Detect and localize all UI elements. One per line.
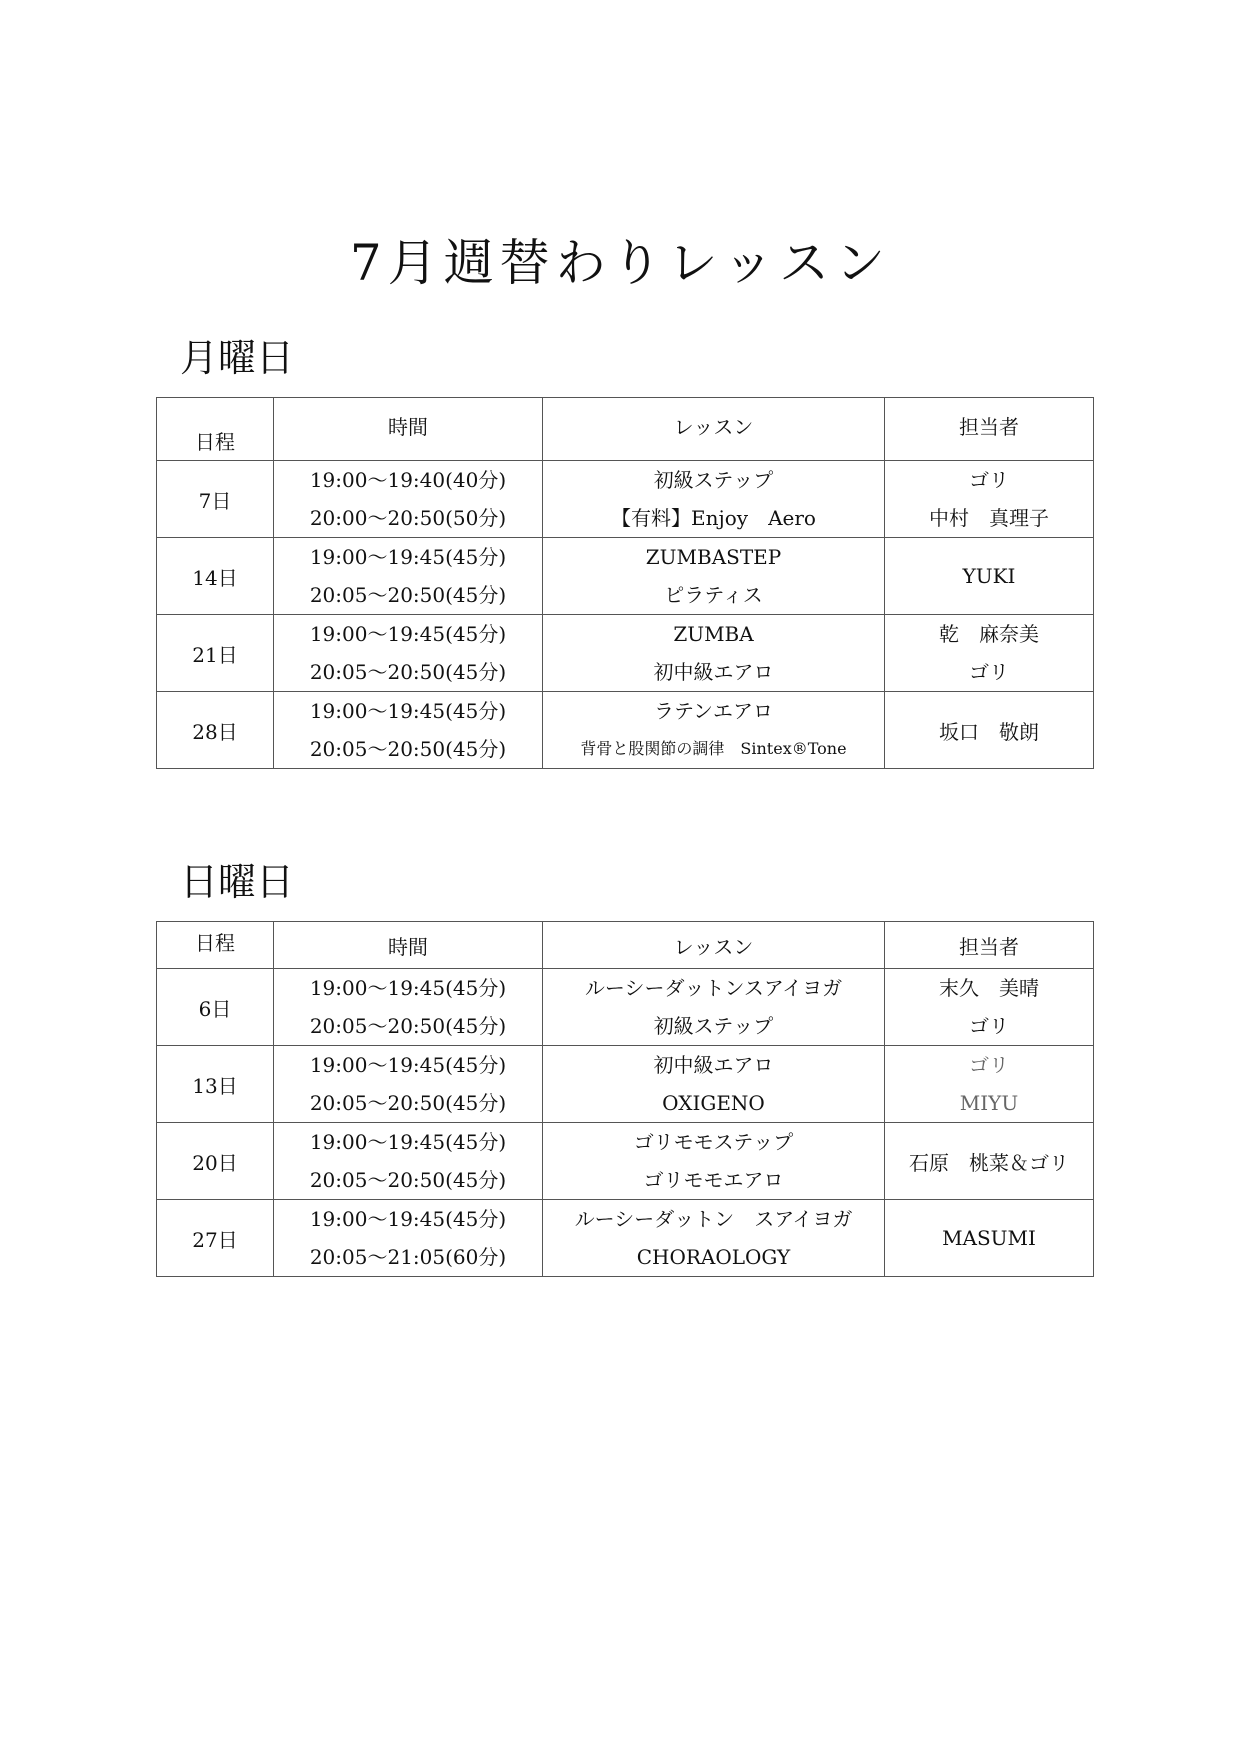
day-cell: 7日 [157, 461, 274, 538]
table-row [157, 692, 1094, 769]
time-cell: 19:00～19:45(45分) 20:05～20:50(45分) [274, 692, 543, 769]
header-staff: 担当者 [885, 922, 1094, 969]
day-cell: 20日 [157, 1123, 274, 1200]
time-cell: 19:00～19:40(40分) 20:00～20:50(50分) [274, 461, 543, 538]
time-cell: 19:00～19:45(45分) 20:05～20:50(45分) [274, 969, 543, 1046]
header-day: 日程 [157, 922, 274, 969]
lesson-cell: 初中級エアロ OXIGENO [543, 1046, 885, 1123]
monday-heading: 月曜日 [180, 336, 295, 380]
staff-cell: ゴリ MIYU [885, 1046, 1094, 1123]
staff-cell: MASUMI [885, 1200, 1094, 1277]
header-time: 時間 [274, 398, 543, 461]
page-title: 7月週替わりレッスン [349, 234, 892, 292]
table-header-row [157, 922, 1094, 969]
staff-cell: YUKI [885, 538, 1094, 615]
staff-cell: 乾 麻奈美 ゴリ [885, 615, 1094, 692]
lesson-cell: ルーシーダットン スアイヨガ CHORAOLOGY [543, 1200, 885, 1277]
time-cell: 19:00～19:45(45分) 20:05～20:50(45分) [274, 1046, 543, 1123]
staff-cell: ゴリ 中村 真理子 [885, 461, 1094, 538]
lesson-cell: ラテンエアロ 背骨と股関節の調律 Sintex®Tone [543, 692, 885, 769]
table-header-row [157, 398, 1094, 461]
header-time: 時間 [274, 922, 543, 969]
day-cell: 28日 [157, 692, 274, 769]
header-day: 日程 [157, 398, 274, 461]
header-lesson: レッスン [543, 398, 885, 461]
header-lesson: レッスン [543, 922, 885, 969]
time-cell: 19:00～19:45(45分) 20:05～20:50(45分) [274, 615, 543, 692]
table-row [157, 1123, 1094, 1200]
staff-cell: 末久 美晴 ゴリ [885, 969, 1094, 1046]
table-row [157, 461, 1094, 538]
time-cell: 19:00～19:45(45分) 20:05～21:05(60分) [274, 1200, 543, 1277]
day-cell: 6日 [157, 969, 274, 1046]
lesson-cell: ルーシーダットンスアイヨガ 初級ステップ [543, 969, 885, 1046]
lesson-cell: ZUMBA 初中級エアロ [543, 615, 885, 692]
sunday-schedule-table [156, 921, 1094, 1277]
table-row [157, 538, 1094, 615]
lesson-cell: ZUMBASTEP ピラティス [543, 538, 885, 615]
time-cell: 19:00～19:45(45分) 20:05～20:50(45分) [274, 1123, 543, 1200]
table-row [157, 1200, 1094, 1277]
day-cell: 27日 [157, 1200, 274, 1277]
day-cell: 14日 [157, 538, 274, 615]
table-row [157, 1046, 1094, 1123]
staff-cell: 坂口 敬朗 [885, 692, 1094, 769]
day-cell: 21日 [157, 615, 274, 692]
day-cell: 13日 [157, 1046, 274, 1123]
table-row [157, 615, 1094, 692]
sunday-heading: 日曜日 [180, 860, 295, 904]
table-row [157, 969, 1094, 1046]
header-staff: 担当者 [885, 398, 1094, 461]
monday-schedule-table [156, 397, 1094, 769]
lesson-cell: ゴリモモステップ ゴリモモエアロ [543, 1123, 885, 1200]
staff-cell: 石原 桃菜＆ゴリ [885, 1123, 1094, 1200]
lesson-cell: 初級ステップ 【有料】Enjoy Aero [543, 461, 885, 538]
time-cell: 19:00～19:45(45分) 20:05～20:50(45分) [274, 538, 543, 615]
